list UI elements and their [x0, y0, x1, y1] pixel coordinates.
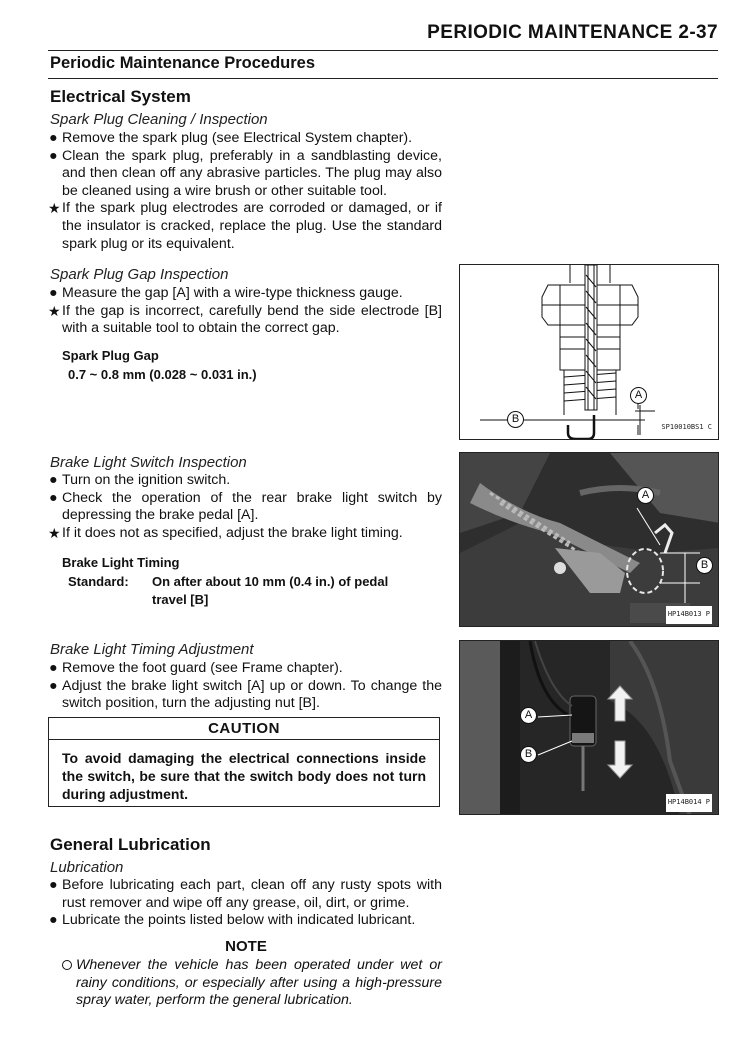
callout-a: A [630, 387, 647, 404]
spec-title: Brake Light Timing [62, 555, 180, 570]
list-item-text: Clean the spark plug, preferably in a sandblasting device, and then clean off any abrasive particles. The plug may also be cleaned using a wire brush or other suitable tool. [62, 147, 442, 199]
callout-a: A [637, 487, 654, 504]
list-item [50, 200, 442, 253]
note-title: NOTE [225, 938, 267, 955]
list-item [50, 660, 442, 678]
spec-value: On after about 10 mm (0.4 in.) of pedal travel [B] [152, 574, 389, 607]
spec-label: Standard: [68, 574, 129, 589]
callout-b: B [507, 411, 524, 428]
lubrication-subtitle: Lubrication [50, 859, 124, 876]
brake-inspection-list [50, 472, 442, 542]
bullet-marker: ● [49, 912, 58, 929]
list-item-text: Before lubricating each part, clean off any rusty spots with rust remover and wipe off any grease, oil, dirt, or grime. [62, 877, 442, 911]
header-rule [48, 50, 718, 51]
list-item-text: Check the operation of the rear brake light switch by depressing the brake pedal [A]. [62, 489, 442, 524]
figure-code: SP10010BS1 C [661, 423, 712, 432]
list-item [50, 130, 442, 148]
list-item [50, 285, 442, 303]
bullet-marker: ● [49, 677, 58, 694]
bullet-marker: ● [49, 147, 58, 164]
list-item [50, 303, 442, 338]
list-item-text: Adjust the brake light switch [A] up or down. To change the switch position, turn the adjusting nut [B]. [62, 677, 442, 712]
list-item-text: Measure the gap [A] with a wire-type thickness gauge. [62, 285, 403, 301]
list-item [50, 525, 442, 543]
list-item-text: If the gap is incorrect, carefully bend the side electrode [B] with a suitable tool to obtain the correct gap. [62, 302, 442, 337]
list-item [50, 490, 442, 525]
circle-bullet-icon [62, 960, 72, 970]
figure-code: HP14B014 P [666, 794, 712, 812]
brake-inspection-title: Brake Light Switch Inspection [50, 454, 247, 471]
bullet-marker: ● [49, 489, 58, 506]
gap-title: Spark Plug Gap Inspection [50, 266, 229, 283]
callout-b: B [520, 746, 537, 763]
list-item [50, 912, 442, 930]
brake-adjust-list [50, 660, 442, 713]
bullet-marker: ● [49, 877, 58, 893]
caution-title: CAUTION [49, 718, 439, 740]
brake-switch-drawing [460, 453, 719, 627]
callout-b: B [696, 557, 713, 574]
list-item [50, 472, 442, 490]
list-item-text: Lubricate the points listed below with indicated lubricant. [62, 912, 416, 929]
caution-text: To avoid damaging the electrical connections inside the switch, be sure that the switch body does not turn during adjustment. [62, 750, 426, 802]
bullet-marker: ● [49, 472, 58, 488]
brake-adjust-title: Brake Light Timing Adjustment [50, 641, 254, 658]
cleaning-list [50, 130, 442, 253]
list-item [50, 678, 442, 713]
note-body [62, 957, 442, 1010]
list-item [50, 877, 442, 912]
list-item-text: If it does not as specified, adjust the brake light timing. [62, 524, 403, 541]
spark-plug-figure [459, 264, 719, 440]
spec-value: 0.7 ~ 0.8 mm (0.028 ~ 0.031 in.) [68, 367, 257, 382]
callout-a: A [520, 707, 537, 724]
lubrication-list [50, 877, 442, 930]
brake-switch-photo [459, 452, 719, 627]
section-rule [48, 78, 718, 79]
star-marker: ★ [48, 200, 61, 217]
figure-code: HP14B013 P [666, 606, 712, 624]
list-item [50, 148, 442, 201]
star-marker: ★ [48, 302, 61, 319]
spec-title: Spark Plug Gap [62, 348, 159, 363]
star-marker: ★ [48, 524, 61, 541]
switch-adjust-photo [459, 640, 719, 815]
electrical-heading: Electrical System [50, 87, 191, 106]
section-title: Periodic Maintenance Procedures [50, 54, 316, 72]
bullet-marker: ● [49, 660, 58, 676]
bullet-marker: ● [49, 285, 58, 301]
gap-list [50, 285, 442, 338]
note-text: Whenever the vehicle has been operated under wet or rainy conditions, or especially after using a high-pressure spray water, perform the general lubrication. [76, 957, 442, 1009]
list-item-text: Remove the foot guard (see Frame chapter). [62, 660, 343, 676]
list-item-text: If the spark plug electrodes are corroded or damaged, or if the insulator is cracked, replace the plug. Use the standard spark plug or its equivalent. [62, 200, 442, 252]
lubrication-heading: General Lubrication [50, 835, 211, 854]
caution-box [48, 717, 440, 807]
switch-adjust-drawing [460, 641, 719, 815]
list-item-text: Turn on the ignition switch. [62, 472, 231, 488]
page-header-title: PERIODIC MAINTENANCE 2-37 [427, 22, 718, 43]
cleaning-title: Spark Plug Cleaning / Inspection [50, 111, 268, 128]
list-item-text: Remove the spark plug (see Electrical System chapter). [62, 130, 413, 146]
bullet-marker: ● [49, 130, 58, 146]
spark-plug-drawing [460, 265, 719, 440]
